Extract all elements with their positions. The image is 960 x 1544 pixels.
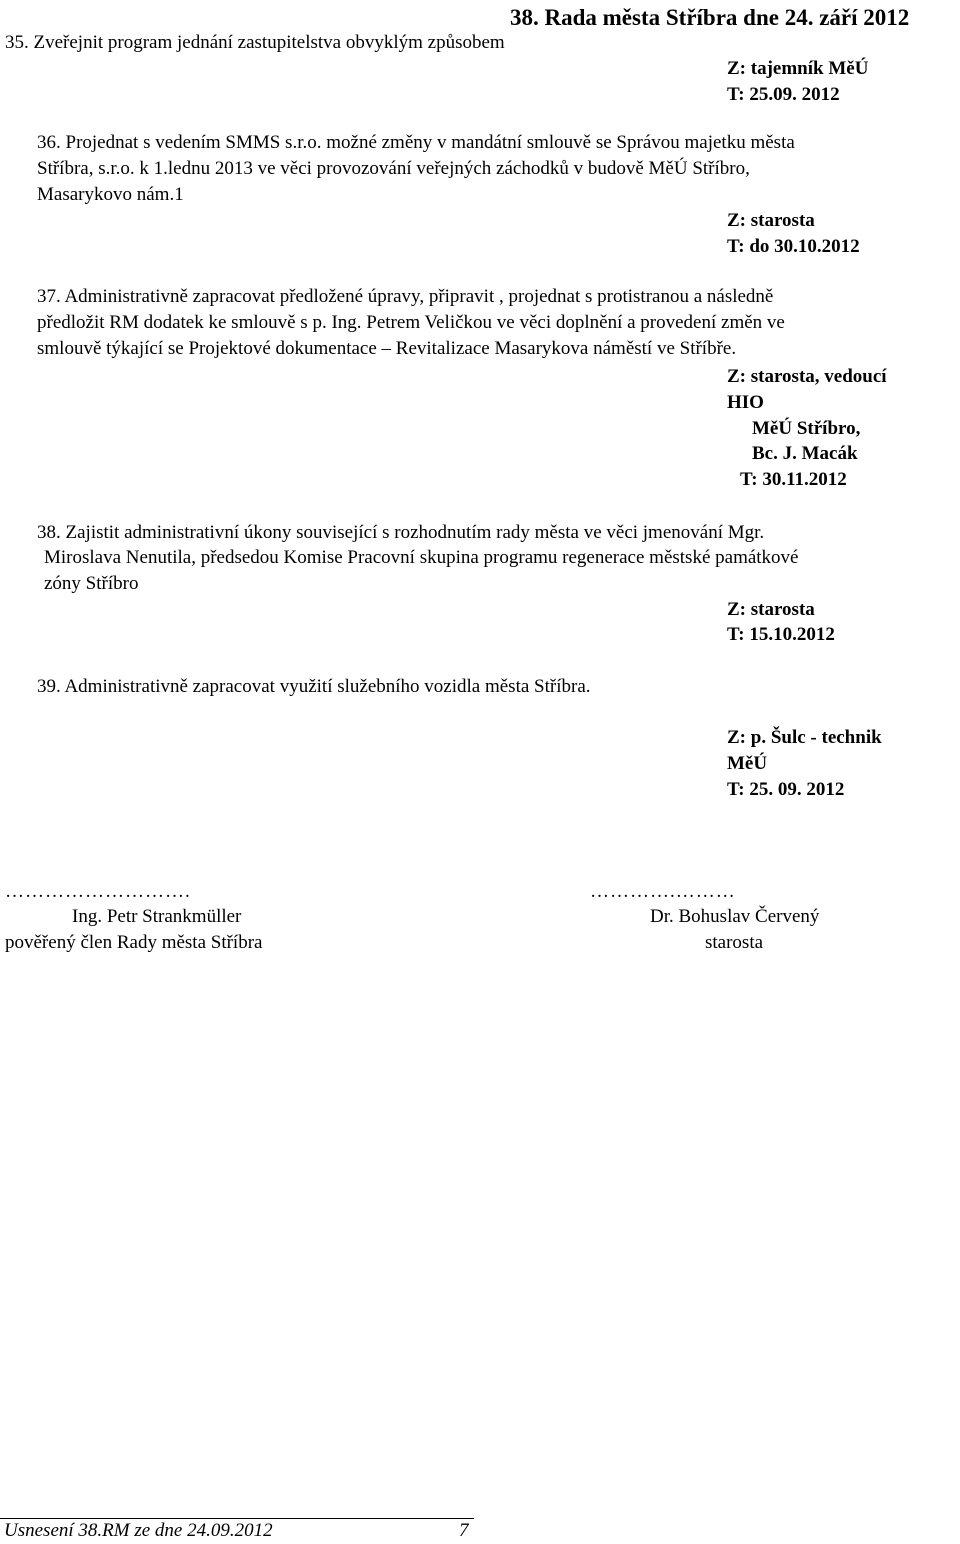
item-text-line: 37. Administrativně zapracovat předložené úpravy, připravit , projednat s protistranou a následně: [37, 286, 774, 307]
deadline: T: 25.09. 2012: [727, 84, 840, 105]
responsible-person: Z: starosta: [727, 210, 815, 231]
footer-text: Usnesení 38.RM ze dne 24.09.2012: [4, 1520, 273, 1541]
responsible-person: Z: starosta, vedoucí: [727, 366, 887, 387]
deadline: T: 25. 09. 2012: [727, 779, 845, 800]
item-text-line: Masarykovo nám.1: [37, 184, 184, 205]
responsible-person: Z: p. Šulc - technik: [727, 727, 882, 748]
responsible-department: MěÚ: [727, 753, 768, 774]
signatory-name: Dr. Bohuslav Červený: [650, 906, 820, 927]
page-number: 7: [459, 1520, 469, 1541]
signatory-role: pověřený člen Rady města Stříbra: [5, 932, 263, 953]
responsible-person: Z: tajemník MěÚ: [727, 58, 869, 79]
item-text-line: smlouvě týkající se Projektové dokumentace – Revitalizace Masarykova náměstí ve Stříbře.: [37, 338, 737, 359]
signature-line: ……………………….: [5, 881, 191, 902]
signatory-role: starosta: [705, 932, 764, 953]
deadline: T: 30.11.2012: [740, 469, 847, 490]
page-title: 38. Rada města Stříbra dne 24. září 2012: [510, 5, 910, 30]
item-text-line: Stříbra, s.r.o. k 1.lednu 2013 ve věci provozování veřejných záchodků v budově MěÚ Stříbro,: [37, 158, 750, 179]
responsible-department: HIO: [727, 392, 764, 413]
deadline: T: 15.10.2012: [727, 624, 835, 645]
responsible-person: Z: starosta: [727, 599, 815, 620]
item-text-line: 35. Zveřejnit program jednání zastupitelstva obvyklým způsobem: [5, 32, 505, 53]
deadline: T: do 30.10.2012: [727, 236, 860, 257]
item-text-line: zóny Stříbro: [44, 573, 139, 594]
signatory-name: Ing. Petr Strankmüller: [72, 906, 242, 927]
signature-line: ………….………: [590, 881, 736, 902]
item-text-line: předložit RM dodatek ke smlouvě s p. Ing. Petrem Veličkou ve věci doplnění a provedení změn ve: [37, 312, 785, 333]
item-text-line: 38. Zajistit administrativní úkony související s rozhodnutím rady města ve věci jmenování Mgr.: [37, 522, 765, 543]
item-text-line: 39. Administrativně zapracovat využití služebního vozidla města Stříbra.: [37, 676, 591, 697]
item-text-line: 36. Projednat s vedením SMMS s.r.o. možné změny v mandátní smlouvě se Správou majetku města: [37, 132, 795, 153]
responsible-office: MěÚ Stříbro,: [752, 418, 861, 439]
responsible-name: Bc. J. Macák: [752, 443, 858, 464]
item-text-line: Miroslava Nenutila, předsedou Komise Pracovní skupina programu regenerace městské památkové: [44, 547, 799, 568]
